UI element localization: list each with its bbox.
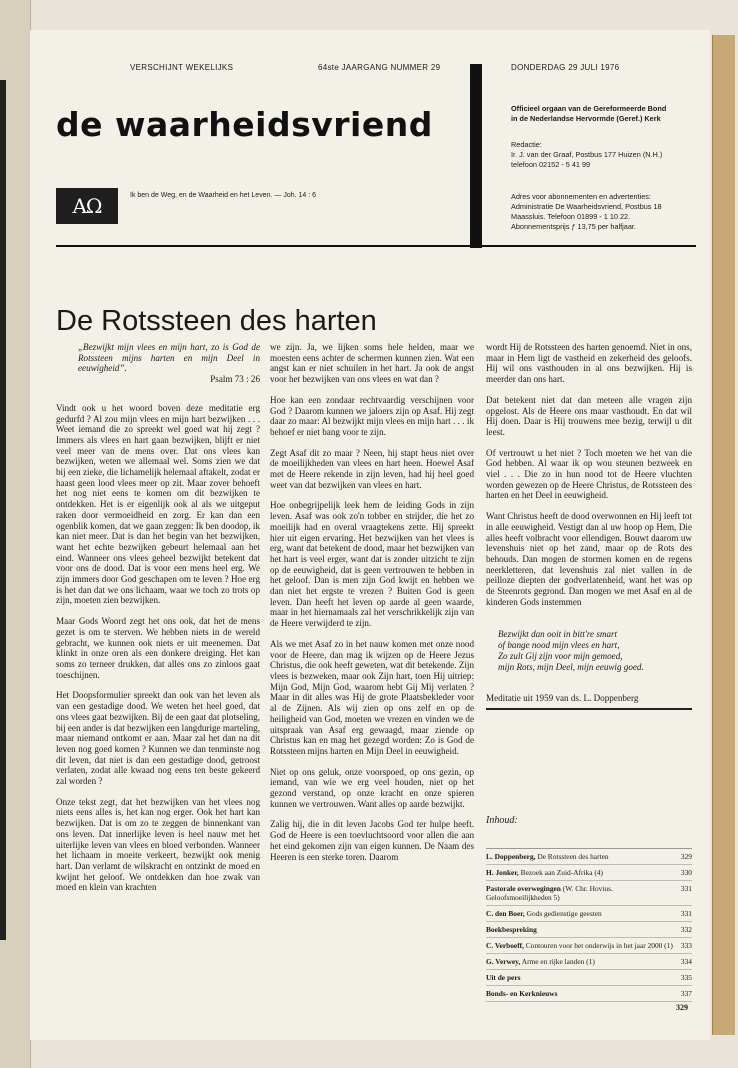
toc-item[interactable] — [486, 849, 692, 865]
paragraph: wordt Hij de Rotssteen des harten genoemd. Niet in ons, maar in Hem ligt de vastheid en zekerheid des geloofs. Hij wil ons vasthouden in al ons bezwijken. Hij is meerder dan ons hart. — [486, 342, 692, 385]
toc-author: Bonds- en Kerknieuws — [486, 989, 558, 998]
paragraph: Onze tekst zegt, dat het bezwijken van het vlees nog niets eens alles is, het kan nog erger. Ook het hart kan bezwijken. Dat is om zo te zeggen de binnenkant van ons leven. Dat innerlijke leven is heel nauw met het uiterlijke leven van vlees en bloed verbonden. Wanneer het lichaam in moeite verkeert, bezwijkt ook menig hart. Dan verlamt de wilskracht en ontzinkt de moed en kwijnt het geloof. We ontdekken dan hoe zwak van moed en klein van krachten — [56, 796, 260, 893]
toc-page: 337 — [680, 989, 692, 998]
article-title: De Rotssteen des harten — [56, 305, 377, 337]
redactie-line: Ir. J. van der Graaf, Postbus 177 Huizen (N.H.) — [511, 150, 663, 159]
meditation-credit: Meditatie uit 1959 van ds. L. Doppenberg — [486, 693, 692, 711]
toc-item[interactable] — [486, 906, 692, 922]
poem-line: Bezwijkt dan ooit in bitt're smart — [498, 629, 618, 640]
toc-item[interactable] — [486, 938, 692, 954]
toc-item[interactable] — [486, 970, 692, 986]
frequency-label: VERSCHIJNT WEKELIJKS — [130, 63, 234, 72]
header-divider — [470, 64, 482, 248]
page-number: 329 — [676, 1003, 688, 1012]
toc-page: 329 — [680, 852, 692, 861]
organ-line: Officieel orgaan van de Gereformeerde Bond — [511, 104, 667, 113]
redactie-info — [511, 140, 701, 170]
toc-page: 335 — [680, 973, 692, 982]
poem — [498, 629, 692, 672]
toc-author: G. Verwey, — [486, 957, 521, 966]
paragraph: Dat betekent niet dat dan meteen alle vragen zijn opgelost. Als de Heere ons maar vasthoudt. En dat wil Hij doen. Daar is Hij trouwens mee bezig, terwijl u dit leest. — [486, 394, 692, 437]
toc-title: Bezoek aan Zuid-Afrika (4) — [520, 868, 603, 877]
alpha-omega-logo: AΩ — [56, 188, 118, 224]
paragraph: Zegt Asaf dit zo maar ? Neen, hij stapt heus niet over de moeilijkheden van vlees en hart heen. Hoewel Asaf met de Heere rekende in zijn leven, had hij heel goed weet van dat bezwijken van vlees en hart. — [270, 447, 474, 490]
paragraph: Maar Gods Woord zegt het ons ook, dat het de mens gezet is om te sterven. We hebben niets in de wereld gebracht, we kunnen ook niets er uit meenemen. Dat klinkt in onze oren als een donkere dreiging. Het kan soms zo terneer drukken, dat alles ons zo zinloos gaat toeschijnen. — [56, 616, 260, 680]
toc-page: 331 — [680, 909, 692, 918]
toc-author: L. Doppenberg, — [486, 852, 536, 861]
toc-title: (W. Chr. Hovius. Geloofsmoeilijkheden 5) — [486, 884, 613, 902]
header-rule — [56, 245, 696, 247]
organ-line: in de Nederlandse Hervormde (Geref.) Kerk — [511, 114, 661, 123]
admin-info — [511, 192, 707, 232]
column-3 — [486, 342, 692, 710]
toc-author: C. Verboeff, — [486, 941, 524, 950]
toc-title: Contouren voor het onderwijs in het jaar 2000 (1) — [525, 941, 673, 950]
toc-item[interactable] — [486, 986, 692, 1002]
toc-author: C. den Boer, — [486, 909, 525, 918]
paragraph: Of vertrouwt u het niet ? Toch moeten we het van die God hebben. Al waar ik op wou steunen bezweek en viel . . . Die zo in hun nood tot de Heere vluchten worden gewezen op de Heere Christus, de Rotssteen des harten en het Deel in eeuwigheid. — [486, 447, 692, 501]
toc-page: 332 — [680, 925, 692, 934]
column-2 — [270, 342, 474, 872]
toc-page: 333 — [680, 941, 692, 950]
binding-spine — [0, 0, 31, 1068]
toc-item[interactable] — [486, 865, 692, 881]
masthead: de waarheidsvriend — [56, 105, 433, 144]
paragraph: we zijn. Ja, we lijken soms hele helden, maar we moesten eens achter de schermen kunnen zien. Wat een angst kan er niet schuilen in het hart. Ja ook de angst voor het bezwijken van ons vlees en wat dan ? — [270, 342, 474, 385]
paragraph: Want Christus heeft de dood overwonnen en Hij leeft tot in alle eeuwigheid. Vestigt dan al uw hoop op Hem, Die alles heeft volbracht voor ellendigen. Bouwt daarom uw levenshuis niet op het zand, maar op de Rots des behouds. Dan mogen de stormen komen en de regens neerkletteren, dat levenshuis zal niet vallen in de peilloze diepten der godverlatenheid, want het was op de Steenrots gegrond. Dan mogen we met Asaf en al de kinderen Gods instemmen — [486, 511, 692, 607]
page-edge — [712, 35, 735, 1035]
toc-heading: Inhoud: — [486, 815, 518, 826]
paragraph: Hoe onbegrijpelijk leek hem de leiding Gods in zijn leven. Asaf was ook zo'n tobber en strijder, die het zo moeilijk had en overal vraagtekens zette. Hij spreekt hier uit eigen ervaring. Het bezwijken van het vlees is erg, want dat betekent de dood, maar het bezwijken van het hart is veel erger, want dat is zonder uitzicht te zijn op de eeuwigheid, dat is geen vertrouwen te hebben in het geloof. Dan is men zijn God kwijt en hebben we dan niet het ergste te vrezen ? Buiten God is geen leven. Dan heeft het leven op aarde al geen waarde, maar in het hiernamaals zal het verschrikkelijk zijn van de Heere verwijderd te zijn. — [270, 500, 474, 629]
toc-title: Gods gedienstige geesten — [526, 909, 602, 918]
toc-item[interactable] — [486, 881, 692, 906]
volume-label: 64ste JAARGANG NUMMER 29 — [318, 63, 441, 72]
redactie-line: telefoon 02152 - 5 41 99 — [511, 160, 591, 169]
toc-item[interactable] — [486, 954, 692, 970]
toc-item[interactable] — [486, 922, 692, 938]
toc-page: 330 — [680, 868, 692, 877]
organ-info — [511, 104, 701, 124]
toc-author: Pastorale overwegingen — [486, 884, 561, 893]
poem-line: of bange nood mijn vlees en hart, — [498, 640, 620, 651]
epigraph-ref: Psalm 73 : 26 — [210, 374, 260, 385]
paragraph: Zalig hij, die in dit leven Jacobs God ter hulpe heeft. God de Heere is een toevluchtsoord voor allen die aan het eind gekomen zijn van eigen kunnen. De Naam des Heeren is een sterke toren. Daarom — [270, 819, 474, 862]
table-of-contents — [486, 848, 692, 1002]
toc-title: De Rotssteen des harten — [537, 852, 609, 861]
toc-author: Uit de pers — [486, 973, 521, 982]
admin-line: Maassluis. Telefoon 01899 - 1 10 22. — [511, 212, 631, 221]
poem-line: mijn Rots, mijn Deel, mijn eeuwig goed. — [498, 661, 644, 672]
spine-bar — [0, 80, 6, 940]
paragraph: Hoe kan een zondaar rechtvaardig verschijnen voor God ? Daarom kunnen we jaloers zijn op Asaf. Hij zegt daar zo maar: Al bezwijkt mijn vlees en mijn hart . . . ik behoef er niet bang voor te zijn. — [270, 394, 474, 437]
paragraph: Vindt ook u het woord boven deze meditatie erg gedurfd ? Al zou mijn vlees en mijn hart bezwijken . . . Weet iemand die zo spreekt wel goed wat hij zegt ? Immers als vlees en hart gaan bezwijken, blijft er niet veel meer van de mens over. Dat ons vlees kan bezwijken, weten we allemaal wel. Soms zien we dat bij een zieke, die lichamelijk helemaal aftakelt, zodat er haast geen lood vlees meer op zit. Maar zover behoeft het nog niet eens te komen om dit bezwijken te ontdekken. Het is er eigenlijk ook al als we uitgeput raken door vermoeidheid en zorg. Er kan dan een ogenblik komen, dat we gaan zeggen: Ik ben doodop, ik kan niet meer. Dat is dan het begin van het bezwijken, want het echte bezwijken gebeurt helemaal aan het eind. Wanneer ons vlees geheel bezwijkt betekent dat voor ons de dood. Dat is voor een mens heel erg. We zijn immers door God geschapen om te leven ? Hoe erg is het dan dat we ons lichaam, waar we toch zo trots op zijn, moeten zien bezwijken. — [56, 402, 260, 606]
toc-page: 331 — [680, 884, 692, 893]
column-1 — [56, 342, 260, 903]
admin-line: Abonnementsprijs ƒ 13,75 per halfjaar. — [511, 222, 636, 231]
toc-title: Arme en rijke landen (1) — [521, 957, 595, 966]
epigraph: „Bezwijkt mijn vlees en mijn hart, zo is God de Rotssteen mijns harten en mijn Deel in eeuwigheid”. — [78, 342, 260, 374]
toc-page: 334 — [680, 957, 692, 966]
admin-line: Administratie De Waarheidsvriend, Postbus 18 — [511, 202, 662, 211]
date-label: DONDERDAG 29 JULI 1976 — [511, 63, 620, 72]
toc-author: Boekbespreking — [486, 925, 537, 934]
paragraph: Het Doopsformulier spreekt dan ook van het leven als van een gestadige dood. We weten het heel goed, dat ons vlees gaat bezwijken. Bij de een gaat dat plotseling, bij een ander is dat bezwijken een langdurige marteling, maar niemand ontkomt er aan. Maar zal het dan na dit leven nog goed komen ? Kunnen we dan tenminste nog dit leven, dat niet is dan een gestadige dood, getroost verlaten, zodat alle kwaad nog eens ten beste gekeerd zal worden ? — [56, 690, 260, 787]
motto: Ik ben de Weg, en de Waarheid en het Leven. — Joh. 14 : 6 — [130, 192, 317, 199]
paragraph: Niet op ons geluk, onze voorspoed, op ons gezin, op iemand, van wie we erg veel houden, niet op het gezond verstand, op onze kracht en onze spieren kunnen we vertrouwen. Want alles op aarde bezwijkt. — [270, 766, 474, 809]
poem-line: Zo zult Gij zijn voor mijn gemoed, — [498, 651, 623, 662]
toc-author: H. Jonker, — [486, 868, 519, 877]
admin-line: Adres voor abonnementen en advertenties: — [511, 192, 651, 201]
redactie-label: Redactie: — [511, 140, 542, 149]
paragraph: Als we met Asaf zo in het nauw komen met onze nood voor de Heere, dan mag ik wijzen op de Heere Jezus Christus, die ook heeft geweten, wat dit betekende. Zijn vlees is bezweken, maar ook Zijn hart, toen Hij uitriep: Mijn God, Mijn God, waarom hebt Gij Mij verlaten ? Maar in dit alles was Hij de grote Plaatsbekleder voor al de Zijnen. Als wij zien op ons zelf en op de heiligheid van God, moeten we vrezen en vinden we de uitspraak van Asaf erg gewaagd, maar ziende op Christus kan en mag het gezegd worden: Zo is God de Rotssteen mijns harten en Mijn Deel in eeuwigheid. — [270, 638, 474, 756]
